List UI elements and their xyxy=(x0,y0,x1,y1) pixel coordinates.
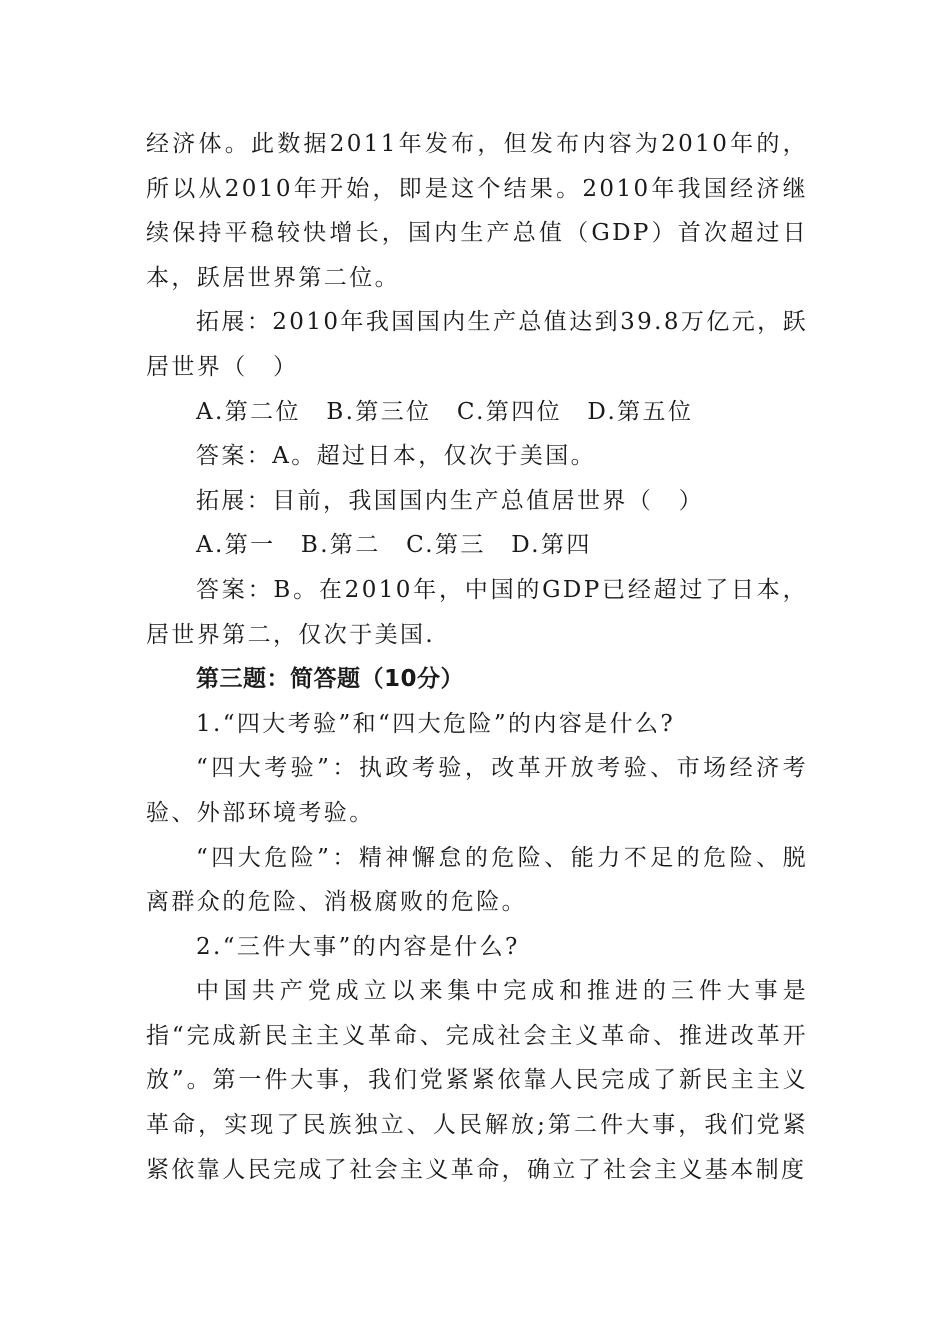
question-gdp-current: 拓展：目前，我国国内生产总值居世界（ ） xyxy=(196,487,704,514)
options-gdp-2010: A.第二位 B.第三位 C.第四位 D.第五位 xyxy=(196,398,694,425)
question-four-tests: 1.“四大考验”和“四大危险”的内容是什么? xyxy=(196,710,676,737)
section-heading: 第三题：简答题（10分） xyxy=(196,666,465,693)
answer-three-events: 中国共产党成立以来集中完成和推进的三件大事是指“完成新民主主义革命、完成社会主义革命、推进改革开放”。第一件大事，我们党紧紧依靠人民完成了新民主主义革命，实现了民族独立、人民解放;第二件大事，我们党紧紧依靠人民完成了社会主义革命，确立了社会主义基本制度 xyxy=(146,978,808,1183)
document-body xyxy=(146,122,808,1192)
answer-four-tests: “四大考验”：执政考验，改革开放考验、市场经济考验、外部环境考验。 xyxy=(146,755,808,826)
question-gdp-2010: 拓展：2010年我国国内生产总值达到39.8万亿元，跃居世界（ ） xyxy=(146,309,808,380)
answer-gdp-2010: 答案：A。超过日本，仅次于美国。 xyxy=(196,443,597,470)
answer-four-dangers: “四大危险”：精神懈怠的危险、能力不足的危险、脱离群众的危险、消极腐败的危险。 xyxy=(146,844,808,916)
options-gdp-current: A.第一 B.第二 C.第三 D.第四 xyxy=(196,532,592,559)
answer-gdp-current: 答案：B。在2010年，中国的GDP已经超过了日本，居世界第二，仅次于美国. xyxy=(146,576,808,648)
question-three-events: 2.“三件大事”的内容是什么? xyxy=(196,933,520,960)
paragraph-gdp-context: 经济体。此数据2011年发布，但发布内容为2010年的，所以从2010年开始，即是这个结果。2010年我国经济继续保持平稳较快增长，国内生产总值（GDP）首次超过日本，跃居世界第二位。 xyxy=(146,131,808,291)
